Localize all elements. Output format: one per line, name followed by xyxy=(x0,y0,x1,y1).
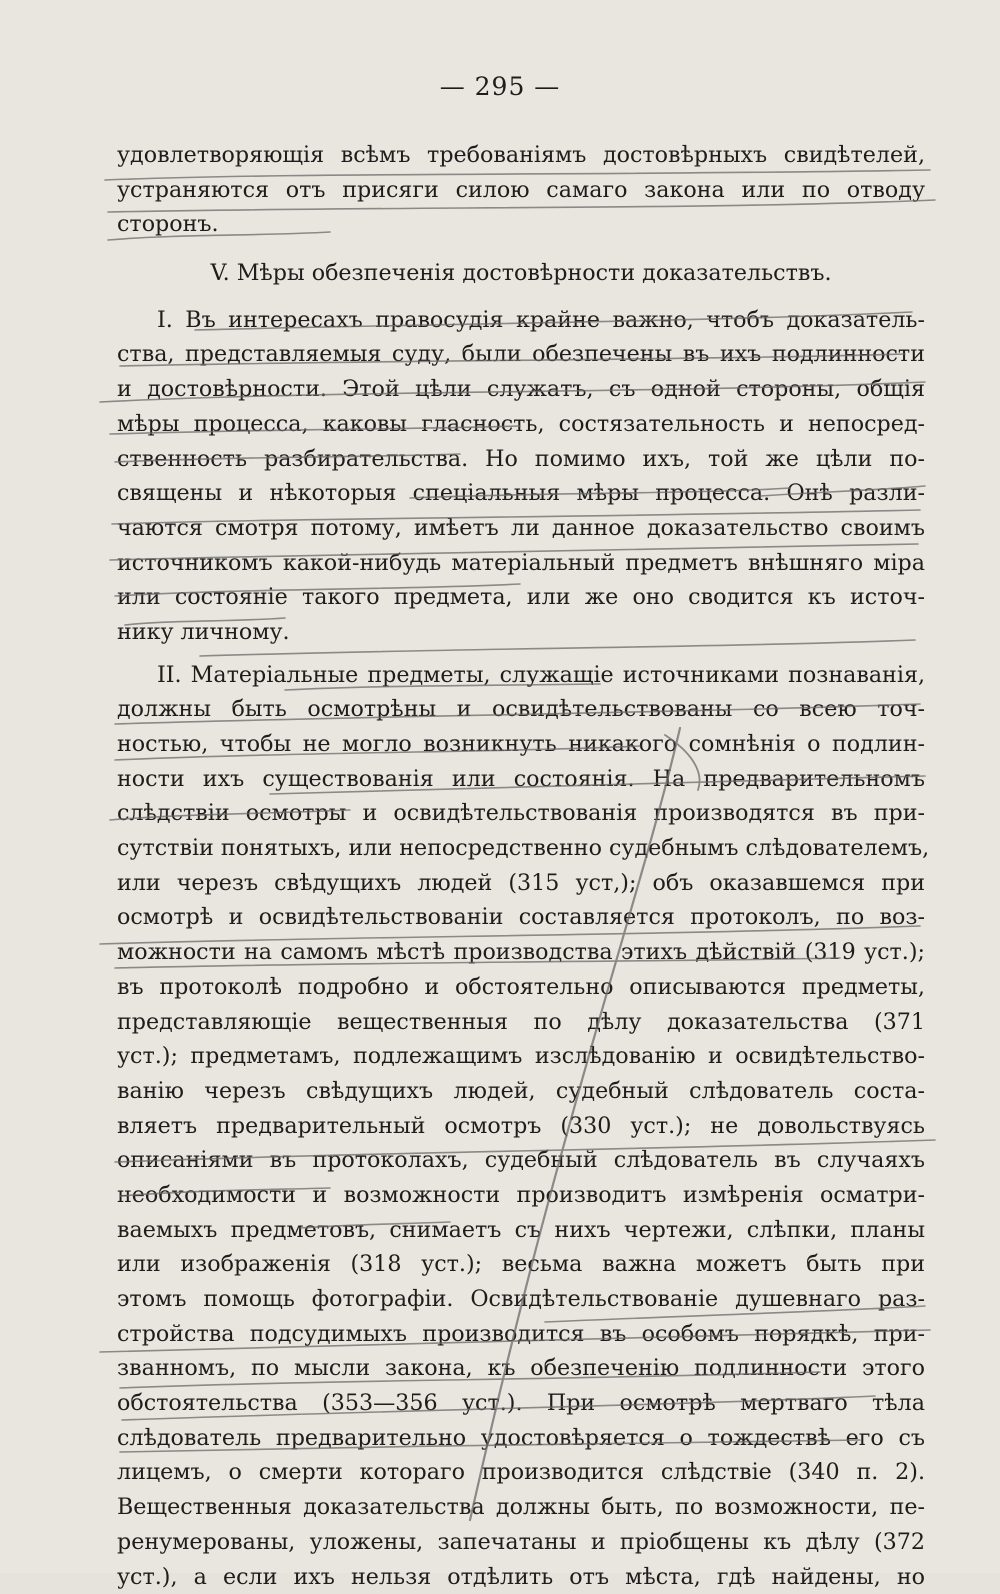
text-line: ваемыхъ предметовъ, снимаетъ съ нихъ чертежи, слѣпки, планы xyxy=(117,1213,925,1248)
text-line: обстоятельства (353—356 уст.). При осмотрѣ мертваго тѣла xyxy=(117,1386,925,1421)
text-line: священы и нѣкоторыя спеціальныя мѣры процесса. Онѣ разли- xyxy=(117,476,925,511)
text-line: сутствіи понятыхъ, или непосредственно судебнымъ слѣдователемъ, xyxy=(117,831,925,866)
text-line: ванію черезъ свѣдущихъ людей, судебный слѣдователь соста- xyxy=(117,1074,925,1109)
text-line: вляетъ предварительный осмотръ (330 уст.); не довольствуясь xyxy=(117,1109,925,1144)
page-number: — 295 — xyxy=(0,72,1000,101)
text-line: сторонъ. xyxy=(117,207,925,242)
text-line: уст.), а если ихъ нельзя отдѣлить отъ мѣста, гдѣ найдены, но xyxy=(117,1560,925,1594)
text-line: чаются смотря потому, имѣетъ ли данное доказательство своимъ xyxy=(117,511,925,546)
text-line: уст.); предметамъ, подлежащимъ изслѣдованію и освидѣтельство- xyxy=(117,1039,925,1074)
text-line: II. Матеріальные предметы, служащіе источниками познаванія, xyxy=(117,658,925,693)
text-line: ностью, чтобы не могло возникнуть никакого сомнѣнія о подлин- xyxy=(117,727,925,762)
text-line: можности на самомъ мѣстѣ производства этихъ дѣйствій (319 уст.); xyxy=(117,935,925,970)
text-line: удовлетворяющія всѣмъ требованіямъ достовѣрныхъ свидѣтелей, xyxy=(117,138,925,173)
text-line: нику личному. xyxy=(117,615,925,650)
text-line: этомъ помощь фотографіи. Освидѣтельствованіе душевнаго раз- xyxy=(117,1282,925,1317)
text-line: ности ихъ существованія или состоянія. На предварительномъ xyxy=(117,762,925,797)
text-line: источникомъ какой-нибудь матеріальный предметъ внѣшняго міра xyxy=(117,546,925,581)
text-line: описаніями въ протоколахъ, судебный слѣдователь въ случаяхъ xyxy=(117,1143,925,1178)
text-line: ственность разбирательства. Но помимо ихъ, той же цѣли по- xyxy=(117,442,925,477)
text-line: или состояніе такого предмета, или же оно сводится къ источ- xyxy=(117,580,925,615)
body-text xyxy=(117,138,925,1594)
text-line: званномъ, по мысли закона, къ обезпеченію подлинности этого xyxy=(117,1351,925,1386)
text-line: стройства подсудимыхъ производится въ особомъ порядкѣ, при- xyxy=(117,1317,925,1352)
text-line: Вещественныя доказательства должны быть, по возможности, пе- xyxy=(117,1490,925,1525)
text-line: ства, представляемыя суду, были обезпечены въ ихъ подлинности xyxy=(117,337,925,372)
text-line: необходимости и возможности производитъ измѣренія осматри- xyxy=(117,1178,925,1213)
text-line: мѣры процесса, каковы гласность, состязательность и непосред- xyxy=(117,407,925,442)
text-line: слѣдователь предварительно удостовѣряется о тождествѣ его съ xyxy=(117,1421,925,1456)
text-line: лицемъ, о смерти котораго производится слѣдствіе (340 п. 2). xyxy=(117,1455,925,1490)
text-line: и достовѣрности. Этой цѣли служатъ, съ одной стороны, общія xyxy=(117,372,925,407)
text-line: слѣдствіи осмотры и освидѣтельствованія производятся въ при- xyxy=(117,796,925,831)
text-line: должны быть осмотрѣны и освидѣтельствованы со всею точ- xyxy=(117,692,925,727)
text-line: I. Въ интересахъ правосудія крайне важно, чтобъ доказатель- xyxy=(117,303,925,338)
text-line: осмотрѣ и освидѣтельствованіи составляется протоколъ, по воз- xyxy=(117,900,925,935)
text-line: или изображенія (318 уст.); весьма важна можетъ быть при xyxy=(117,1247,925,1282)
section-heading: V. Мѣры обезпеченія достовѣрности доказательствъ. xyxy=(117,256,925,291)
text-line: ренумерованы, уложены, запечатаны и пріобщены къ дѣлу (372 xyxy=(117,1525,925,1560)
text-line: устраняются отъ присяги силою самаго закона или по отводу xyxy=(117,173,925,208)
text-line: представляющіе вещественныя по дѣлу доказательства (371 xyxy=(117,1005,925,1040)
text-line: или черезъ свѣдущихъ людей (315 уст,); объ оказавшемся при xyxy=(117,866,925,901)
text-line: въ протоколѣ подробно и обстоятельно описываются предметы, xyxy=(117,970,925,1005)
